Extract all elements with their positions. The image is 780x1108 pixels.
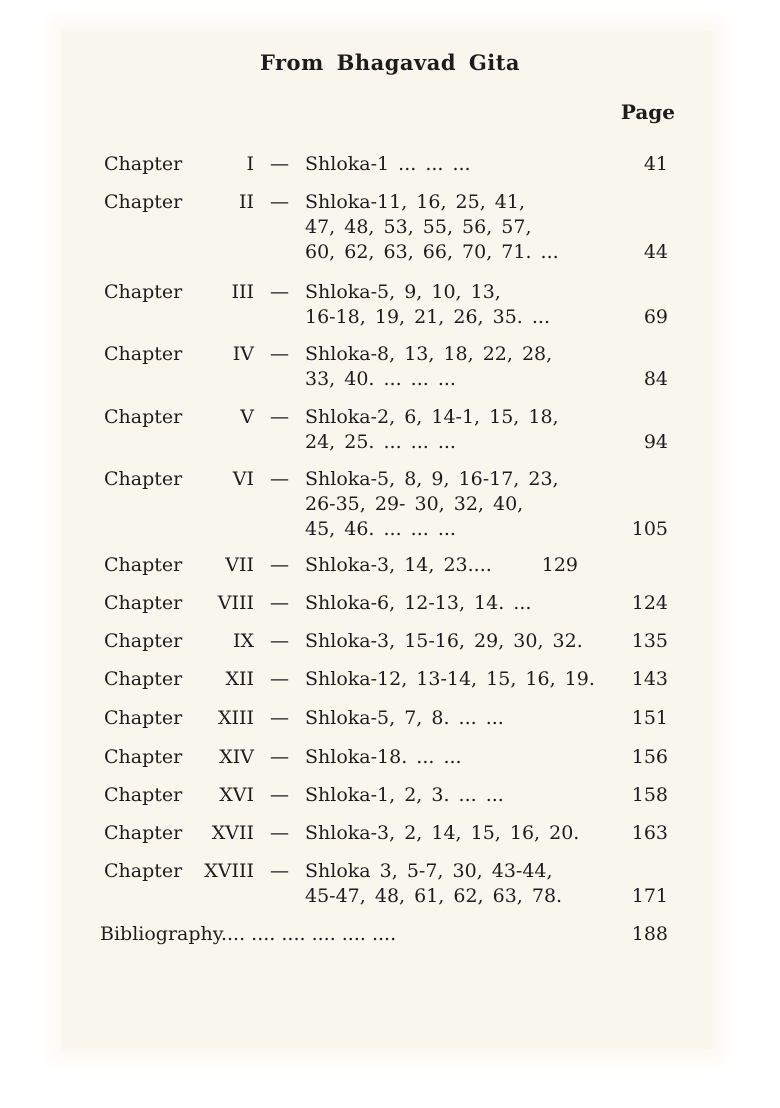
shloka-line: 24, 25. ... ... ...: [305, 431, 456, 453]
page-column-header: Page: [620, 100, 675, 124]
chapter-numeral: IV: [232, 343, 254, 365]
shloka-line: Shloka-11, 16, 25, 41,: [305, 191, 526, 213]
shloka-line: 26-35, 29- 30, 32, 40,: [305, 493, 524, 515]
page-number: 158: [631, 784, 668, 806]
entry-dash: —: [270, 630, 289, 652]
page-number: 124: [631, 592, 668, 614]
shloka-line: 47, 48, 53, 55, 56, 57,: [305, 216, 532, 238]
shloka-list: [305, 821, 617, 846]
shloka-list: [305, 706, 617, 731]
page-title: From Bhagavad Gita: [259, 50, 521, 75]
chapter-numeral: II: [238, 191, 254, 213]
chapter-numeral: VII: [225, 554, 254, 576]
shloka-list: [305, 190, 617, 265]
chapter-label: Chapter: [104, 592, 183, 614]
page-number: 129: [541, 554, 578, 576]
entry-dash: —: [270, 592, 289, 614]
entry-dash: —: [270, 668, 289, 690]
chapter-label: Chapter: [104, 191, 183, 213]
bibliography-label: Bibliography.... .... .... .... .... ....: [100, 923, 397, 945]
chapter-label: Chapter: [104, 554, 183, 576]
shloka-list: [305, 745, 617, 770]
shloka-line: Shloka-2, 6, 14-1, 15, 18,: [305, 406, 559, 428]
entry-dash: —: [270, 746, 289, 768]
page-number: 105: [631, 518, 668, 540]
shloka-line: Shloka-18. ... ...: [305, 746, 462, 768]
shloka-line: 60, 62, 63, 66, 70, 71. ...: [305, 241, 559, 263]
shloka-list: [305, 591, 617, 616]
shloka-line: Shloka-6, 12-13, 14. ...: [305, 592, 532, 614]
page-number: 44: [643, 241, 668, 263]
chapter-label: Chapter: [104, 153, 183, 175]
chapter-label: Chapter: [104, 343, 183, 365]
shloka-line: Shloka-3, 15-16, 29, 30, 32.: [305, 630, 583, 652]
chapter-numeral: XII: [225, 668, 254, 690]
shloka-line: 16-18, 19, 21, 26, 35. ...: [305, 306, 550, 328]
bibliography-page-number: 188: [631, 923, 668, 945]
shloka-list: [305, 405, 617, 455]
entry-dash: —: [270, 343, 289, 365]
page-number: 163: [631, 822, 668, 844]
entry-dash: —: [270, 468, 289, 490]
page-number: 69: [643, 306, 668, 328]
chapter-label: Chapter: [104, 468, 183, 490]
shloka-list: [305, 342, 617, 392]
page-number: 143: [631, 668, 668, 690]
chapter-numeral: VIII: [217, 592, 254, 614]
page-number: 156: [631, 746, 668, 768]
entry-dash: —: [270, 191, 289, 213]
shloka-line: Shloka-5, 8, 9, 16-17, 23,: [305, 468, 559, 490]
entry-dash: —: [270, 554, 289, 576]
shloka-line: 33, 40. ... ... ...: [305, 368, 456, 390]
shloka-list: [305, 859, 617, 909]
chapter-numeral: XVI: [219, 784, 254, 806]
chapter-label: Chapter: [104, 822, 183, 844]
shloka-line: Shloka-1, 2, 3. ... ...: [305, 784, 504, 806]
page-number: 94: [643, 431, 668, 453]
chapter-label: Chapter: [104, 707, 183, 729]
chapter-label: Chapter: [104, 784, 183, 806]
page-number: 41: [643, 153, 668, 175]
chapter-numeral: VI: [232, 468, 254, 490]
shloka-line: Shloka-3, 14, 23....: [305, 554, 492, 576]
entry-dash: —: [270, 784, 289, 806]
chapter-label: Chapter: [104, 746, 183, 768]
chapter-numeral: XIV: [219, 746, 254, 768]
shloka-line: Shloka-12, 13-14, 15, 16, 19.: [305, 668, 595, 690]
entry-dash: —: [270, 822, 289, 844]
chapter-numeral: XIII: [217, 707, 254, 729]
entry-dash: —: [270, 860, 289, 882]
entry-dash: —: [270, 153, 289, 175]
shloka-list: [305, 667, 617, 692]
shloka-list: [305, 467, 617, 542]
chapter-numeral: XVII: [211, 822, 254, 844]
chapter-label: Chapter: [104, 281, 183, 303]
chapter-numeral: XVIII: [204, 860, 254, 882]
page-number: 84: [643, 368, 668, 390]
shloka-list: [305, 783, 617, 808]
shloka-line: Shloka 3, 5-7, 30, 43-44,: [305, 860, 553, 882]
chapter-numeral: III: [231, 281, 254, 303]
shloka-line: Shloka-5, 7, 8. ... ...: [305, 707, 504, 729]
shloka-line: 45, 46. ... ... ...: [305, 518, 456, 540]
entry-dash: —: [270, 707, 289, 729]
chapter-numeral: IX: [232, 630, 254, 652]
chapter-numeral: I: [246, 153, 254, 175]
shloka-list: [305, 280, 617, 330]
chapter-label: Chapter: [104, 406, 183, 428]
shloka-list: [305, 629, 617, 654]
shloka-line: Shloka-1 ... ... ...: [305, 153, 471, 175]
shloka-line: Shloka-5, 9, 10, 13,: [305, 281, 501, 303]
chapter-label: Chapter: [104, 630, 183, 652]
shloka-line: Shloka-8, 13, 18, 22, 28,: [305, 343, 553, 365]
chapter-label: Chapter: [104, 860, 183, 882]
chapter-label: Chapter: [104, 668, 183, 690]
page-number: 135: [631, 630, 668, 652]
chapter-numeral: V: [240, 406, 254, 428]
shloka-line: 45-47, 48, 61, 62, 63, 78.: [305, 885, 563, 907]
page-number: 171: [631, 885, 668, 907]
entry-dash: —: [270, 281, 289, 303]
shloka-line: Shloka-3, 2, 14, 15, 16, 20.: [305, 822, 580, 844]
entry-dash: —: [270, 406, 289, 428]
page-number: 151: [631, 707, 668, 729]
shloka-list: [305, 152, 617, 177]
